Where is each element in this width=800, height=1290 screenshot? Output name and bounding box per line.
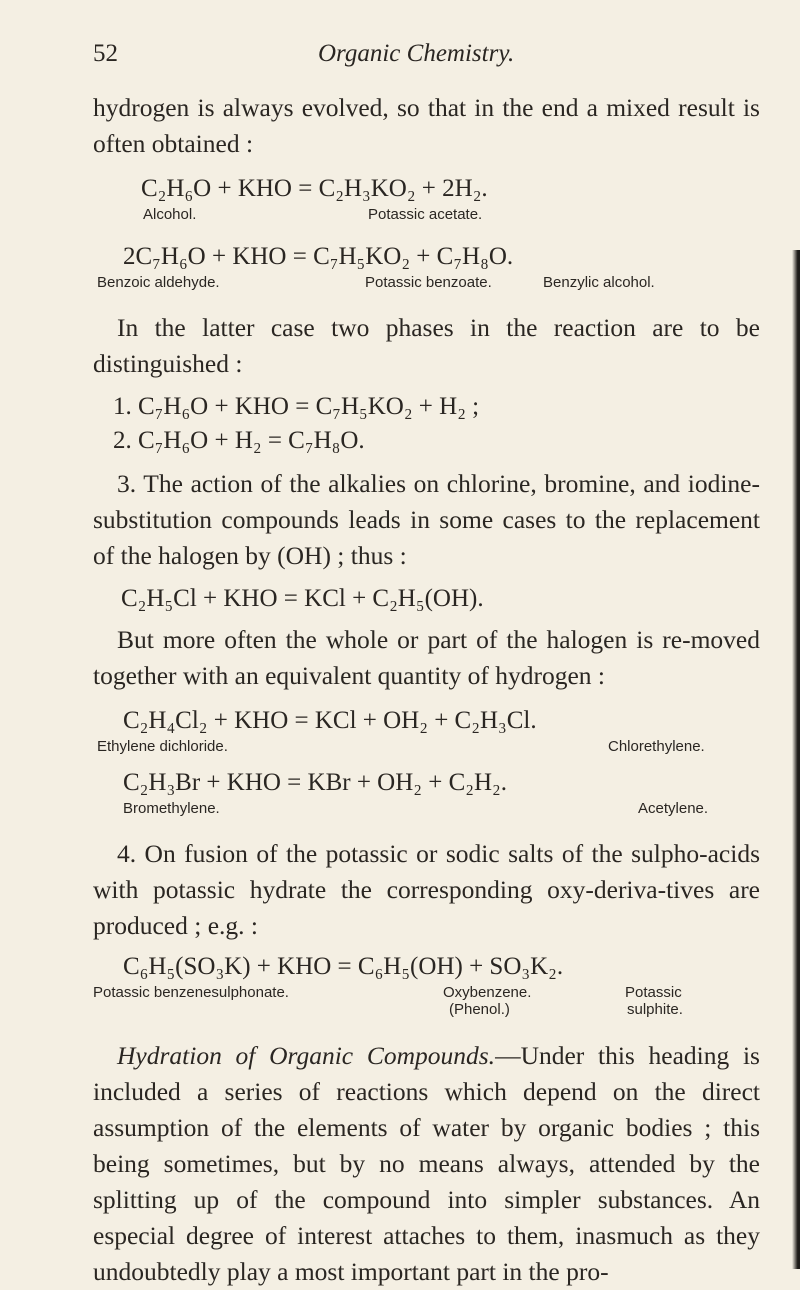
equation-bromethylene: C₂H₃Br + KHO = KBr + OH₂ + C₂H₂. xyxy=(123,769,508,796)
equation-alcohol-captions xyxy=(93,206,760,228)
paragraph-6-body: —Under this heading is included a series of reactions which depend on the direct assumption of the elements of water by organic bodies ; this being sometimes, but by no means always, attended by the splitting up of the compound into simpler substances. An especial degree of interest attaches to them, inasmuch as they undoubtedly play a most important part in the pro- xyxy=(93,1041,760,1286)
equation-ethylene-dichloride: C₂H₄Cl₂ + KHO = KCl + OH₂ + C₂H₃Cl. xyxy=(123,707,537,734)
equation-phase-2: 2. C₇H₆O + H₂ = C₇H₈O. xyxy=(113,427,365,454)
caption: sulphite. xyxy=(627,1001,683,1018)
caption: Potassic acetate. xyxy=(368,206,483,223)
caption: Chlorethylene. xyxy=(608,738,705,755)
caption: Oxybenzene. xyxy=(443,984,532,1001)
paragraph-5: 4. On fusion of the potassic or sodic salts of the sulpho-acids with potassic hydrate the corresponding oxy-deriva-tives are produced ; e.g. : xyxy=(93,839,760,940)
paragraph-3: 3. The action of the alkalies on chlorine, bromine, and iodine-substitution compounds leads in some cases to the replacement of the halogen by (OH) ; thus : xyxy=(93,469,760,570)
caption: Benzylic alcohol. xyxy=(543,274,655,291)
page-number: 52 xyxy=(93,40,118,67)
equation-ethyl-chloride: C₂H₅Cl + KHO = KCl + C₂H₅(OH). xyxy=(121,585,484,612)
equation-phase-1: 1. C₇H₆O + KHO = C₇H₅KO₂ + H₂ ; xyxy=(113,393,480,420)
equation-ethylene-captions xyxy=(93,738,760,760)
caption: Alcohol. xyxy=(143,206,197,223)
paragraph-4: But more often the whole or part of the halogen is re-moved together with an equivalent quantity of hydrogen : xyxy=(93,625,760,690)
page-edge-shadow xyxy=(792,250,800,1269)
caption: (Phenol.) xyxy=(449,1001,510,1018)
caption: Acetylene. xyxy=(638,800,709,817)
running-title: Organic Chemistry. xyxy=(318,40,515,67)
caption: Potassic benzenesulphonate. xyxy=(93,984,289,1001)
equation-benzoic: 2C₇H₆O + KHO = C₇H₅KO₂ + C₇H₈O. xyxy=(123,243,514,270)
equation-bromethylene-captions xyxy=(93,800,760,822)
paragraph-1: hydrogen is always evolved, so that in the end a mixed result is often obtained : xyxy=(93,93,760,158)
caption: Benzoic aldehyde. xyxy=(97,274,220,291)
caption: Bromethylene. xyxy=(123,800,220,817)
paragraph-2: In the latter case two phases in the reaction are to be distinguished : xyxy=(93,313,760,378)
equation-benzenesulphonate-captions xyxy=(93,984,760,1024)
page-header xyxy=(93,40,753,80)
caption: Ethylene dichloride. xyxy=(97,738,228,755)
equation-benzoic-captions xyxy=(93,274,760,296)
equation-alcohol: C₂H₆O + KHO = C₂H₃KO₂ + 2H₂. xyxy=(141,175,488,202)
page-body xyxy=(93,90,760,1290)
section-heading: Hydration of Organic Compounds. xyxy=(117,1041,496,1070)
equation-benzenesulphonate: C₆H₅(SO₃K) + KHO = C₆H₅(OH) + SO₃K₂. xyxy=(123,953,564,980)
paragraph-6 xyxy=(93,1038,760,1290)
caption: Potassic xyxy=(625,984,682,1001)
caption: Potassic benzoate. xyxy=(365,274,492,291)
